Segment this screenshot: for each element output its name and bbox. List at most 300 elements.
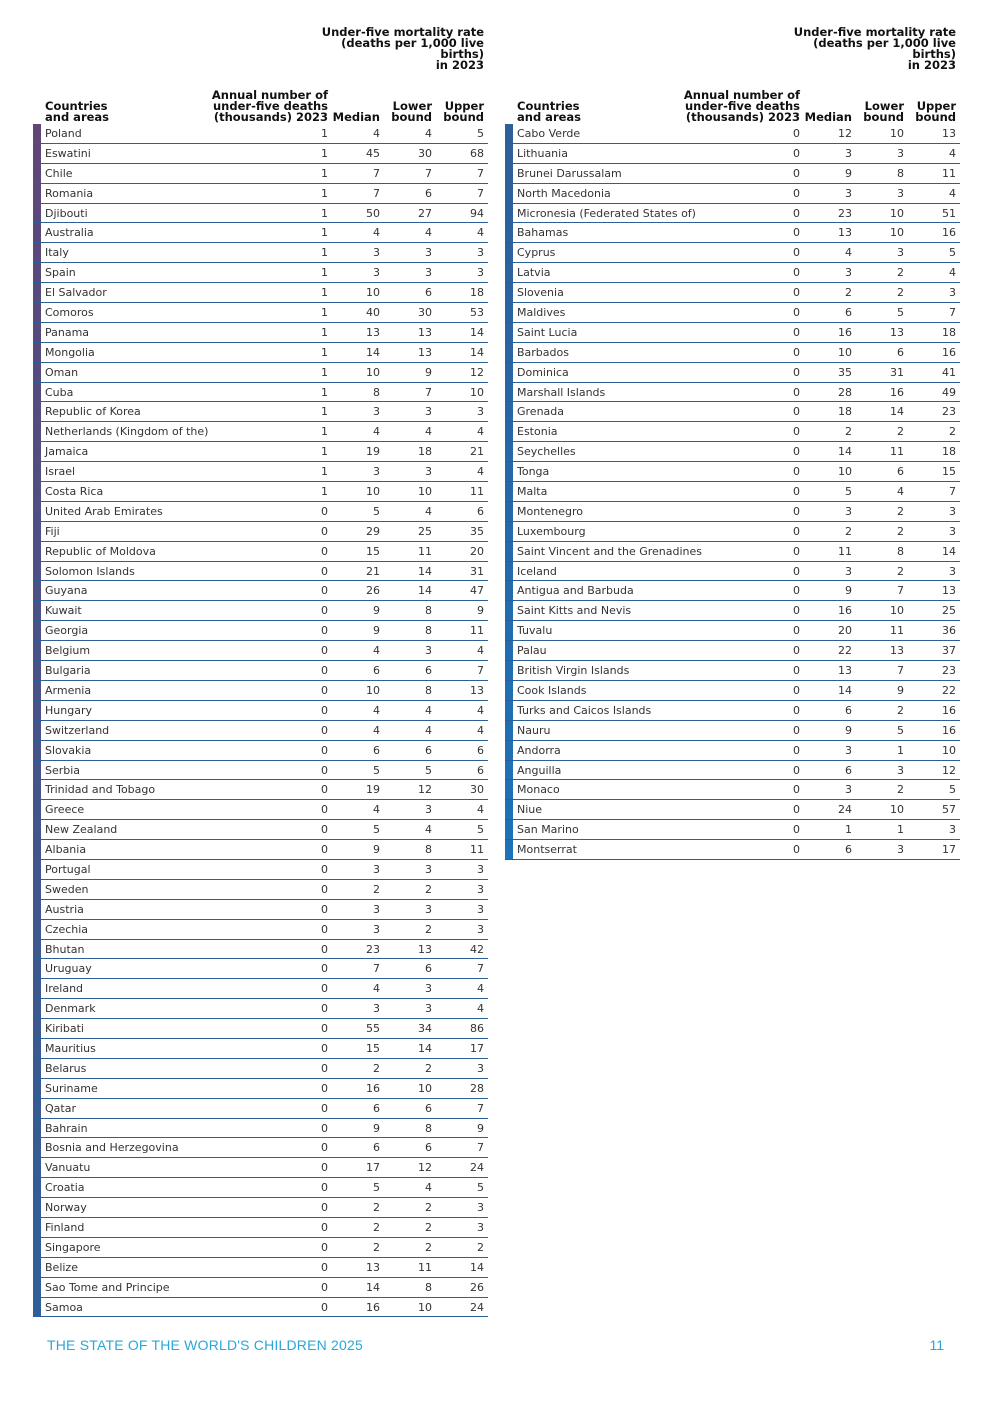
header-upper-bound: Upper bound [915,99,956,124]
lower-bound-cell: 3 [425,862,432,876]
median-cell: 16 [838,325,852,339]
annual-deaths-cell: 0 [321,803,328,817]
annual-deaths-cell: 0 [321,1161,328,1175]
annual-deaths-cell: 0 [793,146,800,160]
country-name: Djibouti [45,206,88,220]
annual-deaths-cell: 0 [793,604,800,618]
lower-bound-cell: 11 [418,544,432,558]
upper-bound-cell: 7 [949,306,956,320]
median-cell: 50 [366,206,380,220]
country-name: Nauru [517,723,551,737]
table-row [505,542,960,562]
lower-bound-cell: 5 [897,723,904,737]
table-row [505,761,960,781]
lower-bound-cell: 30 [418,306,432,320]
lower-bound-cell: 16 [890,385,904,399]
lower-bound-cell: 10 [418,1300,432,1314]
upper-bound-cell: 7 [477,1101,484,1115]
lower-bound-cell: 8 [425,1280,432,1294]
annual-deaths-cell: 0 [793,843,800,857]
country-name: Croatia [45,1181,85,1195]
table-row [33,940,488,960]
lower-bound-cell: 6 [425,186,432,200]
median-cell: 15 [366,1041,380,1055]
annual-deaths-cell: 1 [321,465,328,479]
annual-deaths-cell: 0 [321,982,328,996]
lower-bound-cell: 8 [425,624,432,638]
upper-bound-cell: 4 [949,266,956,280]
annual-deaths-cell: 0 [793,246,800,260]
annual-deaths-cell: 0 [793,584,800,598]
table-row [505,363,960,383]
lower-bound-cell: 8 [425,604,432,618]
country-name: Sweden [45,882,89,896]
country-name: Serbia [45,763,81,777]
header-upper-bound: Upper bound [443,99,484,124]
lower-bound-cell: 25 [418,524,432,538]
upper-bound-cell: 14 [470,345,484,359]
table-row [33,482,488,502]
lower-bound-cell: 34 [418,1022,432,1036]
table-row [33,741,488,761]
annual-deaths-cell: 0 [793,524,800,538]
median-cell: 6 [373,1141,380,1155]
upper-bound-cell: 7 [477,186,484,200]
lower-bound-cell: 10 [890,127,904,140]
table-row [33,263,488,283]
table-row [505,661,960,681]
lower-bound-cell: 7 [897,584,904,598]
median-cell: 10 [366,485,380,499]
median-cell: 19 [366,445,380,459]
annual-deaths-cell: 1 [321,485,328,499]
median-cell: 23 [838,206,852,220]
median-cell: 3 [373,465,380,479]
upper-bound-cell: 14 [942,544,956,558]
upper-bound-cell: 24 [470,1300,484,1314]
lower-bound-cell: 8 [897,544,904,558]
lower-bound-cell: 8 [425,1121,432,1135]
upper-bound-cell: 3 [477,902,484,916]
annual-deaths-cell: 0 [793,763,800,777]
group-header: Under-five mortality rate (deaths per 1,000 live births) in 2023 [321,25,484,72]
upper-bound-cell: 18 [942,445,956,459]
country-name: Bosnia and Herzegovina [45,1141,179,1155]
lower-bound-cell: 7 [425,166,432,180]
header-countries: Countries and areas [517,99,582,124]
table-row [505,303,960,323]
lower-bound-cell: 3 [425,405,432,419]
annual-deaths-cell: 0 [793,405,800,419]
upper-bound-cell: 18 [942,325,956,339]
median-cell: 5 [373,823,380,837]
median-cell: 14 [366,1280,380,1294]
table-row [33,1138,488,1158]
country-name: Iceland [517,564,557,578]
country-name: Tuvalu [517,624,553,638]
median-cell: 5 [373,763,380,777]
median-cell: 6 [373,664,380,678]
annual-deaths-cell: 0 [793,206,800,220]
lower-bound-cell: 13 [890,644,904,658]
lower-bound-cell: 10 [890,226,904,240]
country-name: Bhutan [45,942,85,956]
table-row [505,502,960,522]
lower-bound-cell: 12 [418,783,432,797]
median-cell: 4 [373,127,380,140]
upper-bound-cell: 68 [470,146,484,160]
annual-deaths-cell: 0 [793,166,800,180]
upper-bound-cell: 4 [477,703,484,717]
upper-bound-cell: 49 [942,385,956,399]
country-name: Kuwait [45,604,82,618]
median-cell: 2 [845,524,852,538]
lower-bound-cell: 10 [418,485,432,499]
upper-bound-cell: 5 [477,1181,484,1195]
annual-deaths-cell: 1 [321,246,328,260]
annual-deaths-cell: 0 [793,504,800,518]
country-name: Oman [45,365,79,379]
annual-deaths-cell: 0 [321,1002,328,1016]
median-cell: 17 [366,1161,380,1175]
annual-deaths-cell: 0 [321,524,328,538]
upper-bound-cell: 3 [477,862,484,876]
table-row [33,701,488,721]
country-name: Panama [45,325,90,339]
median-cell: 10 [366,683,380,697]
annual-deaths-cell: 0 [793,644,800,658]
country-name: Spain [45,266,76,280]
upper-bound-cell: 47 [470,584,484,598]
upper-bound-cell: 28 [470,1081,484,1095]
upper-bound-cell: 4 [477,226,484,240]
country-name: Hungary [45,703,92,717]
upper-bound-cell: 35 [470,524,484,538]
publication-title: THE STATE OF THE WORLD'S CHILDREN 2025 [47,1337,363,1353]
median-cell: 3 [373,246,380,260]
median-cell: 3 [373,1002,380,1016]
upper-bound-cell: 3 [949,504,956,518]
upper-bound-cell: 14 [470,1260,484,1274]
lower-bound-cell: 4 [425,504,432,518]
median-cell: 3 [845,266,852,280]
annual-deaths-cell: 0 [793,683,800,697]
table-row [505,741,960,761]
country-name: Marshall Islands [517,385,606,399]
table-row [33,999,488,1019]
table-row [505,223,960,243]
upper-bound-cell: 24 [470,1161,484,1175]
annual-deaths-cell: 0 [321,902,328,916]
upper-bound-cell: 3 [949,823,956,837]
country-name: Samoa [45,1300,83,1314]
annual-deaths-cell: 1 [321,127,328,140]
lower-bound-cell: 3 [897,246,904,260]
country-name: Albania [45,843,87,857]
table-row [33,303,488,323]
upper-bound-cell: 36 [942,624,956,638]
country-name: Jamaica [45,445,89,459]
country-name: Bahamas [517,226,569,240]
upper-bound-cell: 5 [949,783,956,797]
median-cell: 19 [366,783,380,797]
table-row [33,780,488,800]
annual-deaths-cell: 1 [321,146,328,160]
median-cell: 4 [373,703,380,717]
upper-bound-cell: 25 [942,604,956,618]
upper-bound-cell: 6 [477,743,484,757]
country-name: United Arab Emirates [45,504,163,518]
upper-bound-cell: 17 [470,1041,484,1055]
upper-bound-cell: 5 [477,127,484,140]
table-row [505,383,960,403]
upper-bound-cell: 6 [477,504,484,518]
upper-bound-cell: 6 [477,763,484,777]
median-cell: 7 [373,166,380,180]
country-name: Kiribati [45,1022,84,1036]
table-row [33,1019,488,1039]
country-name: Portugal [45,862,91,876]
upper-bound-cell: 7 [477,1141,484,1155]
upper-bound-cell: 11 [470,624,484,638]
median-cell: 13 [366,325,380,339]
lower-bound-cell: 2 [897,286,904,300]
annual-deaths-cell: 0 [793,445,800,459]
upper-bound-cell: 20 [470,544,484,558]
table-row [505,343,960,363]
annual-deaths-cell: 0 [321,1041,328,1055]
lower-bound-cell: 14 [890,405,904,419]
country-name: Poland [45,127,82,140]
table-row [33,184,488,204]
country-name: San Marino [517,823,579,837]
upper-bound-cell: 4 [477,425,484,439]
median-cell: 6 [845,763,852,777]
median-cell: 8 [373,385,380,399]
country-name: Chile [45,166,73,180]
country-name: Uruguay [45,962,92,976]
upper-bound-cell: 4 [477,644,484,658]
median-cell: 16 [838,604,852,618]
annual-deaths-cell: 0 [321,664,328,678]
annual-deaths-cell: 1 [321,266,328,280]
lower-bound-cell: 2 [425,1061,432,1075]
table-row [33,522,488,542]
upper-bound-cell: 4 [949,146,956,160]
upper-bound-cell: 3 [477,1061,484,1075]
table-row [33,661,488,681]
upper-bound-cell: 23 [942,664,956,678]
country-name: Luxembourg [517,524,586,538]
upper-bound-cell: 12 [942,763,956,777]
country-name: Bahrain [45,1121,88,1135]
upper-bound-cell: 51 [942,206,956,220]
page-number: 11 [929,1337,944,1353]
upper-bound-cell: 2 [477,1240,484,1254]
upper-bound-cell: 3 [949,286,956,300]
median-cell: 3 [845,743,852,757]
country-name: Norway [45,1201,87,1215]
lower-bound-cell: 2 [425,1201,432,1215]
median-cell: 3 [373,405,380,419]
lower-bound-cell: 9 [897,683,904,697]
annual-deaths-cell: 0 [321,1201,328,1215]
lower-bound-cell: 13 [418,345,432,359]
table-row [33,1158,488,1178]
upper-bound-cell: 30 [470,783,484,797]
table-row [33,164,488,184]
lower-bound-cell: 7 [425,385,432,399]
table-row [33,462,488,482]
upper-bound-cell: 13 [942,127,956,140]
country-name: Guyana [45,584,88,598]
table-row [33,124,488,144]
table-row [33,1278,488,1298]
median-cell: 22 [838,644,852,658]
lower-bound-cell: 6 [897,345,904,359]
table-row [33,1198,488,1218]
country-name: North Macedonia [517,186,611,200]
annual-deaths-cell: 0 [793,465,800,479]
lower-bound-cell: 3 [425,465,432,479]
country-name: Andorra [517,743,561,757]
right-table-rows [505,124,960,860]
median-cell: 4 [373,226,380,240]
country-name: Italy [45,246,69,260]
median-cell: 12 [838,127,852,140]
lower-bound-cell: 1 [897,743,904,757]
annual-deaths-cell: 0 [321,862,328,876]
country-name: Czechia [45,922,89,936]
country-name: Bulgaria [45,664,91,678]
country-name: British Virgin Islands [517,664,630,678]
upper-bound-cell: 7 [477,166,484,180]
country-name: New Zealand [45,823,118,837]
upper-bound-cell: 3 [477,882,484,896]
table-row [505,780,960,800]
lower-bound-cell: 3 [425,266,432,280]
annual-deaths-cell: 0 [321,683,328,697]
median-cell: 10 [838,465,852,479]
table-row [33,283,488,303]
median-cell: 3 [845,186,852,200]
country-name: Lithuania [517,146,568,160]
upper-bound-cell: 53 [470,306,484,320]
group-header: Under-five mortality rate (deaths per 1,000 live births) in 2023 [793,25,956,72]
annual-deaths-cell: 0 [793,783,800,797]
median-cell: 55 [366,1022,380,1036]
lower-bound-cell: 9 [425,365,432,379]
lower-bound-cell: 13 [418,325,432,339]
annual-deaths-cell: 0 [793,186,800,200]
table-row [33,641,488,661]
upper-bound-cell: 4 [477,1002,484,1016]
lower-bound-cell: 10 [890,803,904,817]
lower-bound-cell: 18 [418,445,432,459]
upper-bound-cell: 42 [470,942,484,956]
median-cell: 15 [366,544,380,558]
upper-bound-cell: 3 [949,564,956,578]
table-row [33,959,488,979]
median-cell: 3 [845,504,852,518]
table-row [505,601,960,621]
header-median: Median [804,110,852,124]
country-name: Republic of Moldova [45,544,156,558]
annual-deaths-cell: 1 [321,405,328,419]
table-row [505,562,960,582]
annual-deaths-cell: 1 [321,286,328,300]
table-row [505,164,960,184]
lower-bound-cell: 6 [425,743,432,757]
upper-bound-cell: 4 [477,465,484,479]
annual-deaths-cell: 1 [321,385,328,399]
annual-deaths-cell: 1 [321,206,328,220]
country-name: Cyprus [517,246,556,260]
country-name: Singapore [45,1240,101,1254]
median-cell: 3 [373,922,380,936]
annual-deaths-cell: 0 [321,504,328,518]
country-name: Australia [45,226,94,240]
median-cell: 14 [366,345,380,359]
upper-bound-cell: 3 [477,266,484,280]
upper-bound-cell: 4 [477,982,484,996]
lower-bound-cell: 12 [418,1161,432,1175]
median-cell: 6 [373,743,380,757]
table-row [505,721,960,741]
table-row [33,323,488,343]
table-row [505,184,960,204]
lower-bound-cell: 3 [425,1002,432,1016]
annual-deaths-cell: 0 [321,962,328,976]
table-row [505,701,960,721]
lower-bound-cell: 2 [897,266,904,280]
country-name: Cabo Verde [517,127,581,140]
table-row [33,820,488,840]
upper-bound-cell: 31 [470,564,484,578]
median-cell: 24 [838,803,852,817]
lower-bound-cell: 10 [890,604,904,618]
annual-deaths-cell: 0 [321,1181,328,1195]
header-lower-bound: Lower bound [863,99,904,124]
country-name: Montserrat [517,843,577,857]
lower-bound-cell: 8 [425,683,432,697]
median-cell: 4 [373,425,380,439]
table-row [33,681,488,701]
annual-deaths-cell: 0 [321,544,328,558]
country-name: Belize [45,1260,78,1274]
country-name: Austria [45,902,84,916]
annual-deaths-cell: 0 [321,1220,328,1234]
table-row [33,562,488,582]
upper-bound-cell: 7 [477,962,484,976]
annual-deaths-cell: 1 [321,306,328,320]
median-cell: 2 [845,286,852,300]
median-cell: 4 [373,723,380,737]
table-row [33,880,488,900]
upper-bound-cell: 11 [470,485,484,499]
country-name: Estonia [517,425,558,439]
lower-bound-cell: 31 [890,365,904,379]
country-name: Malta [517,485,548,499]
annual-deaths-cell: 0 [793,823,800,837]
median-cell: 9 [845,166,852,180]
upper-bound-cell: 5 [949,246,956,260]
median-cell: 28 [838,385,852,399]
annual-deaths-cell: 0 [793,385,800,399]
annual-deaths-cell: 0 [321,783,328,797]
median-cell: 9 [373,624,380,638]
annual-deaths-cell: 0 [321,1081,328,1095]
